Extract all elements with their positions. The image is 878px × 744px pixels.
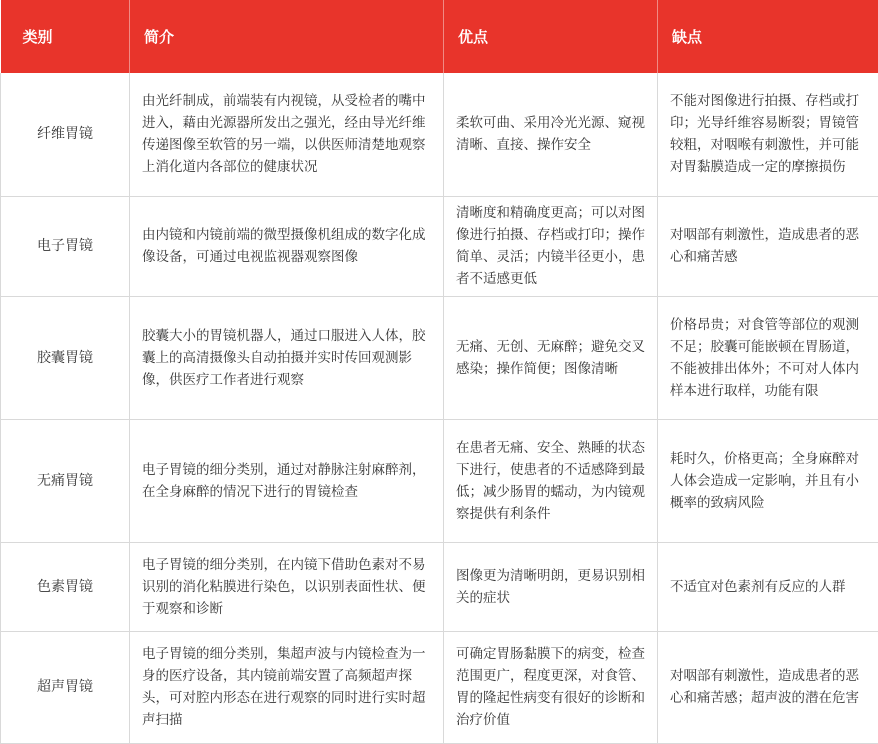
cell-cons: 不适宜对色素剂有反应的人群 [658,542,878,631]
cell-pros: 图像更为清晰明朗，更易识别相关的症状 [444,542,658,631]
cell-cons: 不能对图像进行拍摄、存档或打印；光导纤维容易断裂；胃镜管较粗，对咽喉有刺激性，并可能对胃黏膜造成一定的摩擦损伤 [658,73,878,196]
table-row [1,196,878,296]
cell-cons: 价格昂贵；对食管等部位的观测不足；胶囊可能嵌顿在胃肠道，不能被排出体外；不可对人体内样本进行取样，功能有限 [658,296,878,419]
cell-cons: 对咽部有刺激性，造成患者的恶心和痛苦感；超声波的潜在危害 [658,631,878,743]
header-row [1,0,878,73]
table-header [1,0,878,73]
cell-category: 无痛胃镜 [1,419,130,542]
cell-intro: 电子胃镜的细分类别，集超声波与内镜检查为一身的医疗设备，其内镜前端安置了高频超声探头，可对腔内形态在进行观察的同时进行实时超声扫描 [130,631,444,743]
header-pros: 优点 [444,0,658,73]
cell-cons: 耗时久，价格更高；全身麻醉对人体会造成一定影响，并且有小概率的致病风险 [658,419,878,542]
table-row [1,73,878,196]
cell-intro: 由内镜和内镜前端的微型摄像机组成的数字化成像设备，可通过电视监视器观察图像 [130,196,444,296]
table-row [1,296,878,419]
header-cons: 缺点 [658,0,878,73]
table-body [1,73,878,743]
table-row [1,631,878,743]
header-intro: 简介 [130,0,444,73]
cell-pros: 清晰度和精确度更高；可以对图像进行拍摄、存档或打印；操作简单、灵活；内镜半径更小，患者不适感更低 [444,196,658,296]
cell-pros: 柔软可曲、采用冷光光源、窥视清晰、直接、操作安全 [444,73,658,196]
cell-intro: 由光纤制成，前端装有内视镜，从受检者的嘴中进入，藉由光源器所发出之强光，经由导光纤维传递图像至软管的另一端，以供医师清楚地观察上消化道内各部位的健康状况 [130,73,444,196]
header-category: 类别 [1,0,130,73]
cell-intro: 胶囊大小的胃镜机器人，通过口服进入人体，胶囊上的高清摄像头自动拍摄并实时传回观测影像，供医疗工作者进行观察 [130,296,444,419]
table-row [1,419,878,542]
cell-intro: 电子胃镜的细分类别，通过对静脉注射麻醉剂，在全身麻醉的情况下进行的胃镜检查 [130,419,444,542]
cell-category: 纤维胃镜 [1,73,130,196]
table-row [1,542,878,631]
cell-intro: 电子胃镜的细分类别，在内镜下借助色素对不易识别的消化粘膜进行染色，以识别表面性状、便于观察和诊断 [130,542,444,631]
cell-category: 色素胃镜 [1,542,130,631]
cell-pros: 可确定胃肠黏膜下的病变，检查范围更广，程度更深，对食管、胃的隆起性病变有很好的诊断和治疗价值 [444,631,658,743]
cell-pros: 在患者无痛、安全、熟睡的状态下进行，使患者的不适感降到最低；减少肠胃的蠕动，为内镜观察提供有利条件 [444,419,658,542]
cell-pros: 无痛、无创、无麻醉；避免交叉感染；操作简便；图像清晰 [444,296,658,419]
cell-category: 电子胃镜 [1,196,130,296]
cell-category: 超声胃镜 [1,631,130,743]
cell-cons: 对咽部有刺激性，造成患者的恶心和痛苦感 [658,196,878,296]
cell-category: 胶囊胃镜 [1,296,130,419]
